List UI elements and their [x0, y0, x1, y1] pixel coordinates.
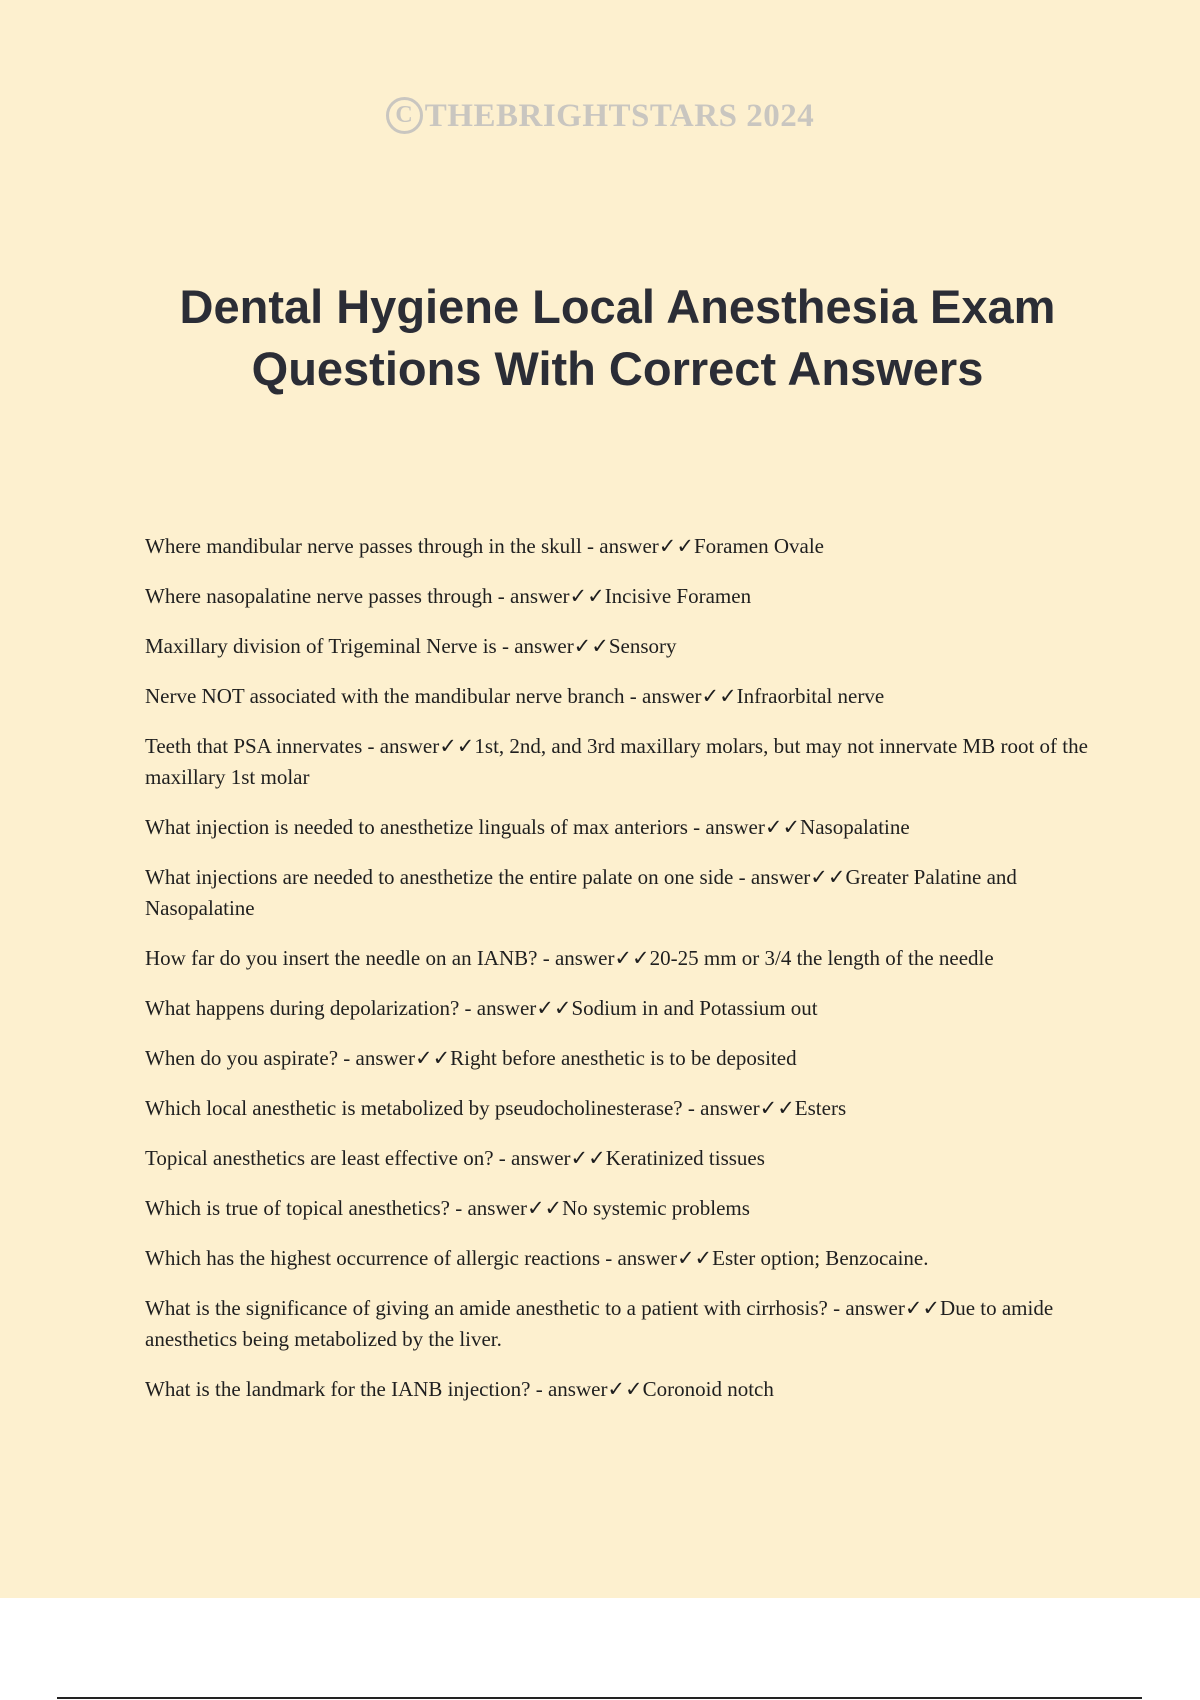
copyright-icon: C [386, 97, 423, 134]
document-title: Dental Hygiene Local Anesthesia Exam Questions With Correct Answers [179, 280, 1056, 395]
qa-item: What happens during depolarization? - answer✓✓Sodium in and Potassium out [145, 996, 818, 1020]
qa-item: What injections are needed to anesthetize the entire palate on one side - answer✓✓Greater Palatine and Nasopalatine [145, 865, 1017, 920]
qa-item: Nerve NOT associated with the mandibular nerve branch - answer✓✓Infraorbital nerve [145, 684, 885, 708]
qa-item: Which local anesthetic is metabolized by pseudocholinesterase? - answer✓✓Esters [145, 1096, 847, 1120]
qa-item: Which is true of topical anesthetics? - answer✓✓No systemic problems [145, 1196, 750, 1220]
watermark-text: THEBRIGHTSTARS 2024 [424, 98, 815, 134]
page-divider [57, 1697, 1142, 1699]
qa-item: When do you aspirate? - answer✓✓Right before anesthetic is to be deposited [145, 1046, 797, 1070]
qa-item: Maxillary division of Trigeminal Nerve is - answer✓✓Sensory [145, 634, 677, 658]
qa-item: Topical anesthetics are least effective on? - answer✓✓Keratinized tissues [145, 1146, 765, 1170]
qa-item: What is the landmark for the IANB injection? - answer✓✓Coronoid notch [145, 1377, 774, 1401]
qa-item: What injection is needed to anesthetize linguals of max anteriors - answer✓✓Nasopalatine [145, 815, 910, 839]
qa-item: Where nasopalatine nerve passes through - answer✓✓Incisive Foramen [145, 584, 752, 608]
qa-list [145, 531, 1090, 1424]
qa-item: Teeth that PSA innervates - answer✓✓1st, 2nd, and 3rd maxillary molars, but may not innervate MB root of the maxillary 1st molar [145, 734, 1088, 789]
qa-item: Which has the highest occurrence of allergic reactions - answer✓✓Ester option; Benzocaine. [145, 1246, 929, 1270]
qa-item: What is the significance of giving an amide anesthetic to a patient with cirrhosis? - answer✓✓Due to amide anesthetics being metabolized by the liver. [145, 1296, 1054, 1351]
qa-item: How far do you insert the needle on an IANB? - answer✓✓20-25 mm or 3/4 the length of the needle [145, 946, 994, 970]
copyright-watermark [0, 98, 1200, 137]
qa-item: Where mandibular nerve passes through in the skull - answer✓✓Foramen Ovale [145, 534, 824, 558]
